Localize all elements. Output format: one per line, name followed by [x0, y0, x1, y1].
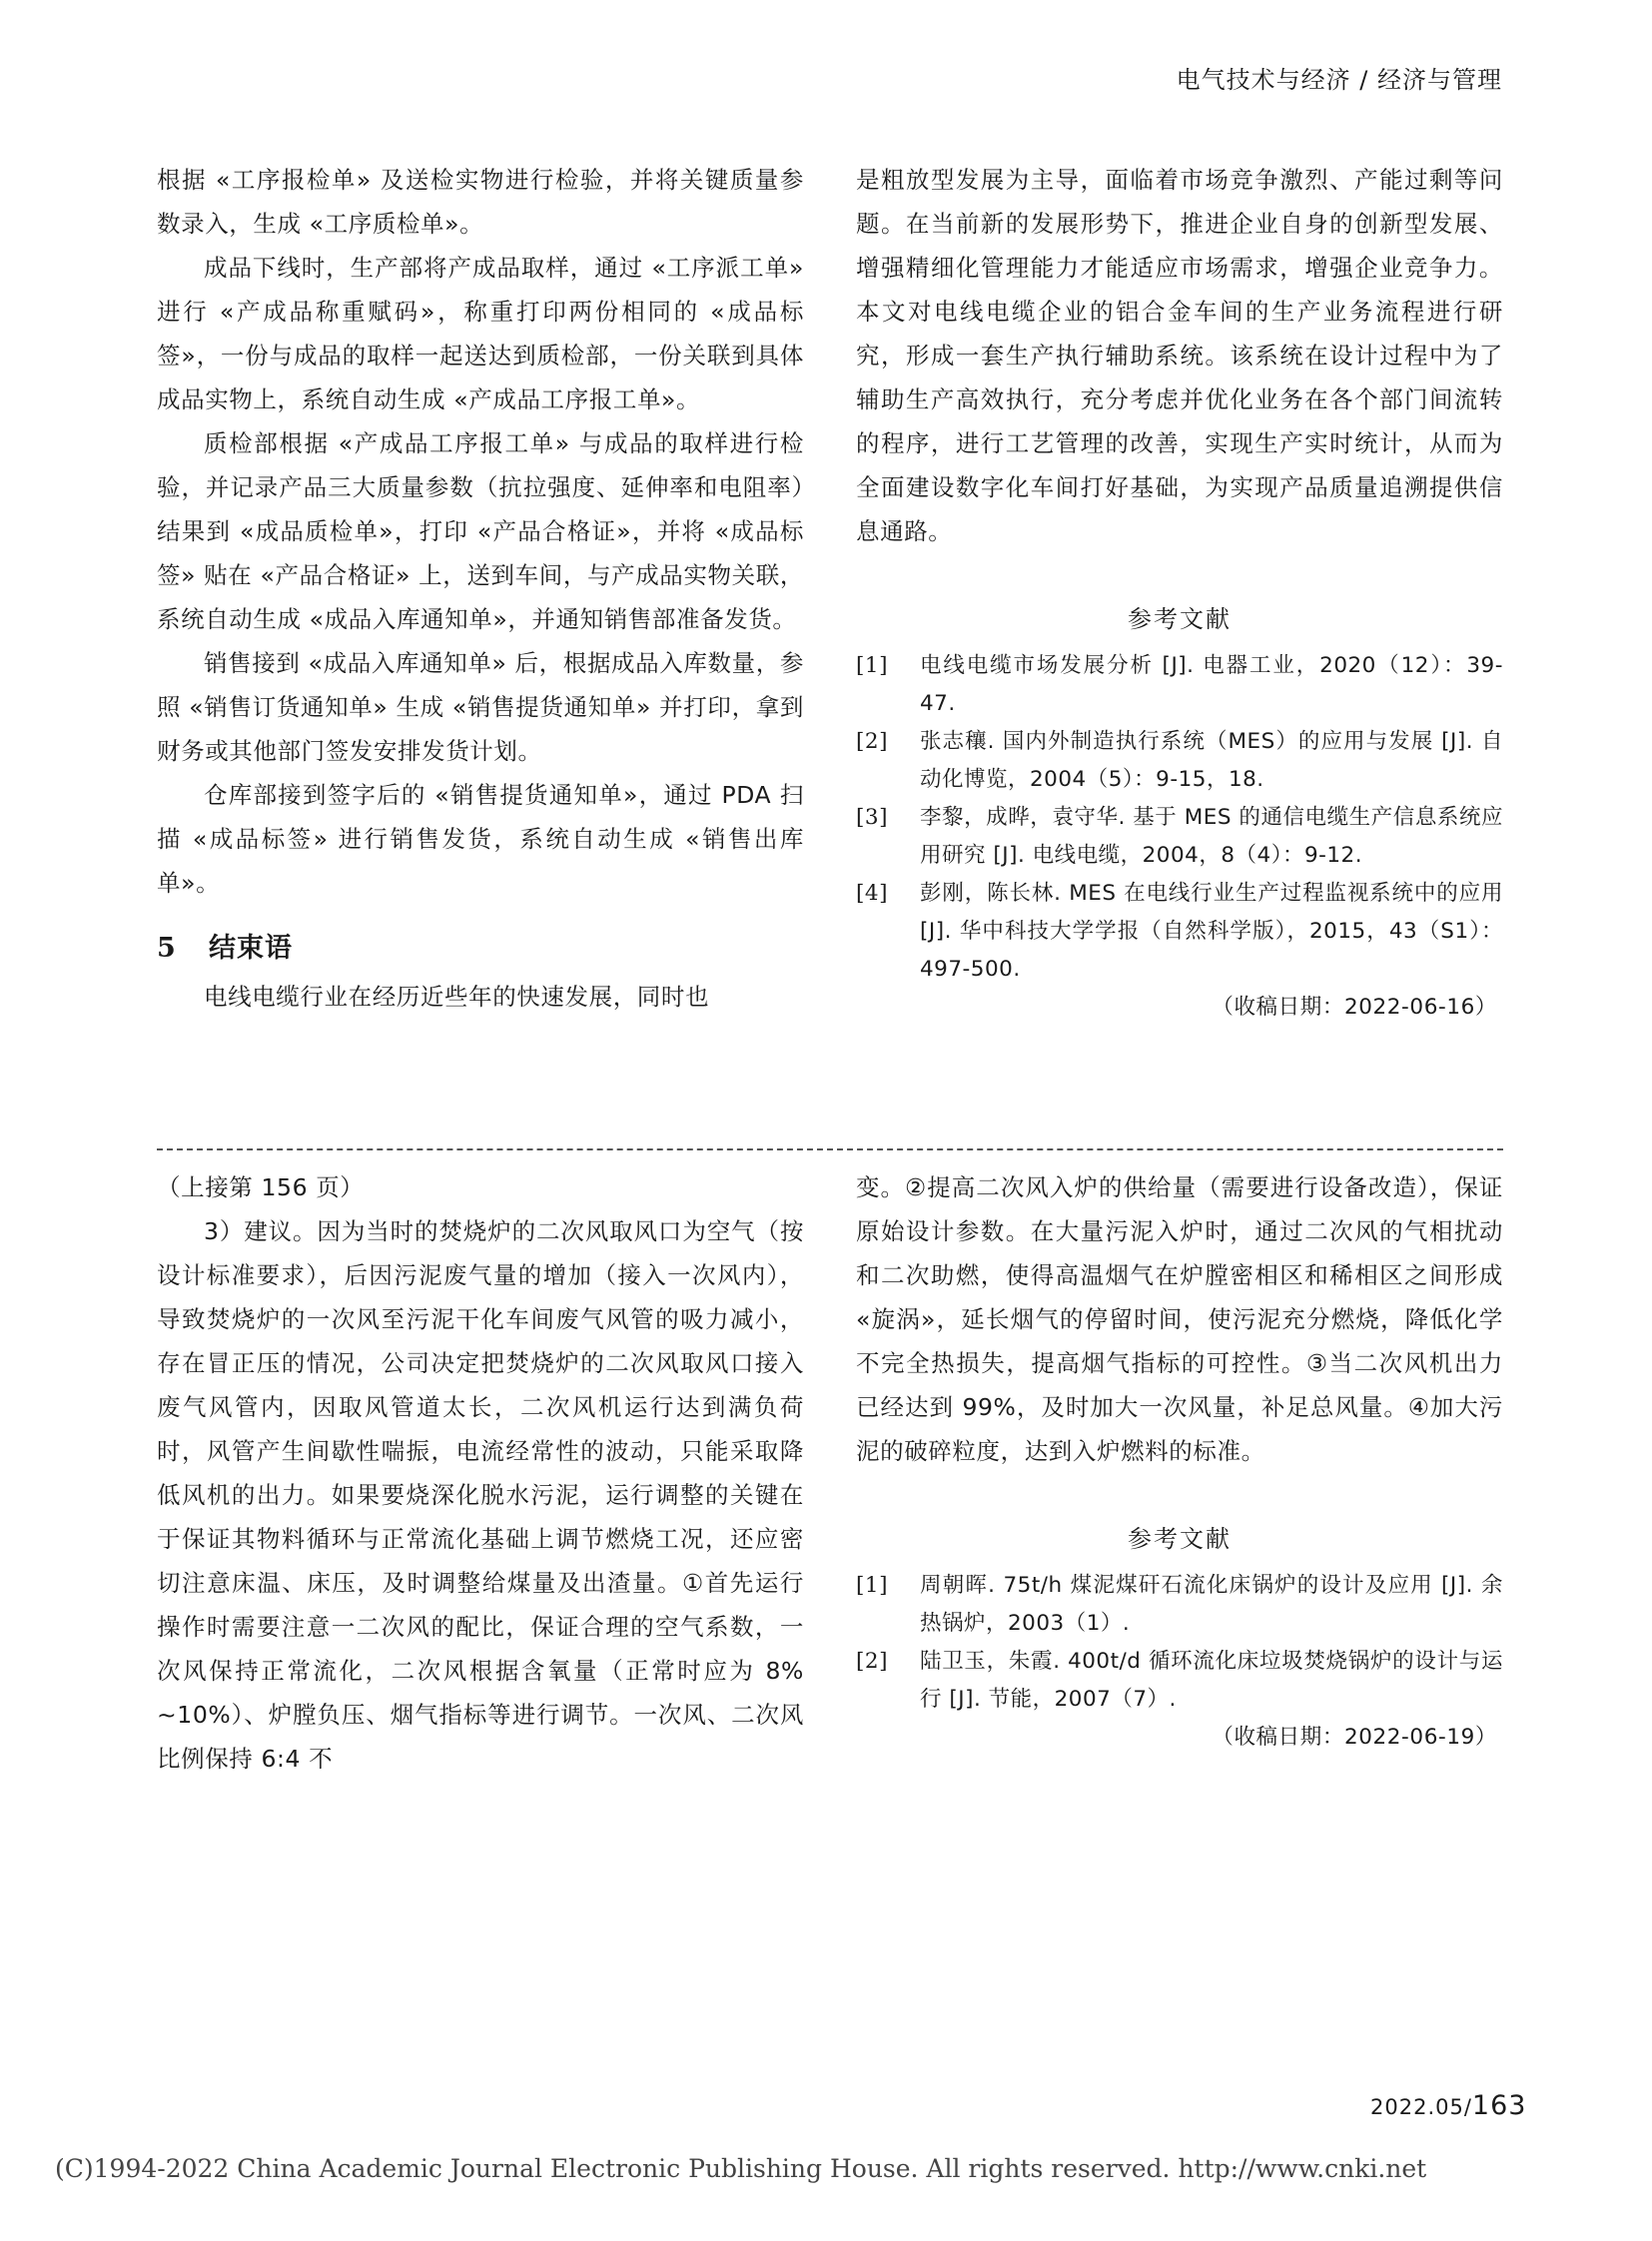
page-number-value: 163 — [1471, 2090, 1527, 2121]
reference-text: 彭刚，陈长林. MES 在电线行业生产过程监视系统中的应用 [J]. 华中科技大学学报（自然科学版），2015，43（S1）：497-500. — [920, 881, 1503, 982]
left-column-bottom — [157, 1165, 804, 1781]
left-column-top — [157, 158, 804, 1019]
reference-item — [856, 1643, 1503, 1719]
paragraph: 销售接到 «成品入库通知单» 后，根据成品入库数量，参照 «销售订货通知单» 生成 «销售提货通知单» 并打印，拿到财务或其他部门签发安排发货计划。 — [157, 649, 804, 765]
reference-text: 陆卫玉，朱霞. 400t/d 循环流化床垃圾焚烧锅炉的设计与运行 [J]. 节能，2007（7）. — [920, 1649, 1503, 1712]
reference-number: [1] — [856, 653, 888, 678]
reference-text: 张志穰. 国内外制造执行系统（MES）的应用与发展 [J]. 自动化博览，2004（5）：9-15，18. — [920, 729, 1503, 792]
issue-label: 2022.05/ — [1370, 2095, 1472, 2119]
reference-number: [2] — [856, 729, 888, 754]
references-title: 参考文献 — [1128, 1525, 1232, 1553]
reference-item — [856, 647, 1503, 723]
reference-text: 李黎，成晔，袁守华. 基于 MES 的通信电缆生产信息系统应用研究 [J]. 电线电缆，2004，8（4）：9-12. — [920, 805, 1503, 868]
paragraph: 根据 «工序报检单» 及送检实物进行检验，并将关键质量参数录入，生成 «工序质检单»。 — [157, 166, 804, 238]
reference-item — [856, 723, 1503, 799]
received-date: （收稿日期：2022-06-19） — [1212, 1725, 1497, 1750]
section-number: 5 — [157, 933, 177, 964]
copyright-line: (C)1994-2022 China Academic Journal Electronic Publishing House. All rights reserved. http://www.cnki.net — [55, 2154, 1427, 2183]
paragraph: 质检部根据 «产成品工序报工单» 与成品的取样进行检验，并记录产品三大质量参数（抗拉强度、延伸率和电阻率）结果到 «成品质检单»，打印 «产品合格证»，并将 «成品标签» 贴在 «产品合格证» 上，送到车间，与产成品实物关联，系统自动生成 «成品入库通知单»，并通知销售部准备发货。 — [157, 429, 804, 633]
reference-item — [856, 875, 1503, 989]
references-title: 参考文献 — [1128, 605, 1232, 633]
section-divider — [157, 1148, 1503, 1150]
continued-note: （上接第 156 页） — [157, 1173, 365, 1201]
reference-number: [4] — [856, 881, 888, 906]
paragraph: 3）建议。因为当时的焚烧炉的二次风取风口为空气（按设计标准要求），后因污泥废气量的增加（接入一次风内），导致焚烧炉的一次风至污泥干化车间废气风管的吸力减小，存在冒正压的情况，公司决定把焚烧炉的二次风取风口接入废气风管内，因取风管道太长，二次风机运行达到满负荷时，风管产生间歇性喘振，电流经常性的波动，只能采取降低风机的出力。如果要烧深化脱水污泥，运行调整的关键在于保证其物料循环与正常流化基础上调节燃烧工况，还应密切注意床温、床压，及时调整给煤量及出渣量。①首先运行操作时需要注意一二次风的配比，保证合理的空气系数，一次风保持正常流化，二次风根据含氧量（正常时应为 8% ~10%）、炉膛负压、烟气指标等进行调节。一次风、二次风比例保持 6:4 不 — [157, 1217, 804, 1773]
right-column-bottom — [856, 1165, 1503, 1757]
right-column-top — [856, 158, 1503, 1027]
reference-number: [2] — [856, 1649, 888, 1674]
reference-item — [856, 1567, 1503, 1643]
paragraph: 变。②提高二次风入炉的供给量（需要进行设备改造），保证原始设计参数。在大量污泥入炉时，通过二次风的气相扰动和二次助燃，使得高温烟气在炉膛密相区和稀相区之间形成 «旋涡»，延长烟气的停留时间，使污泥充分燃烧，降低化学不完全热损失，提高烟气指标的可控性。③当二次风机出力已经达到 99%，及时加大一次风量，补足总风量。④加大污泥的破碎粒度，达到入炉燃料的标准。 — [856, 1173, 1503, 1465]
page-number — [1370, 2090, 1526, 2121]
journal-header: 电气技术与经济 / 经济与管理 — [1176, 66, 1502, 94]
paragraph: 仓库部接到签字后的 «销售提货通知单»，通过 PDA 扫描 «成品标签» 进行销售发货，系统自动生成 «销售出库单»。 — [157, 781, 804, 897]
section-heading — [157, 927, 804, 971]
reference-number: [3] — [856, 805, 888, 830]
reference-text: 周朝晖. 75t/h 煤泥煤矸石流化床锅炉的设计及应用 [J]. 余热锅炉，2003（1）. — [920, 1573, 1503, 1636]
paragraph: 电线电缆行业在经历近些年的快速发展，同时也 — [204, 983, 710, 1011]
reference-item — [856, 799, 1503, 875]
reference-text: 电线电缆市场发展分析 [J]. 电器工业，2020（12）：39-47. — [920, 653, 1503, 716]
paragraph: 成品下线时，生产部将产成品取样，通过 «工序派工单» 进行 «产成品称重赋码»，称重打印两份相同的 «成品标签»，一份与成品的取样一起送达到质检部，一份关联到具体成品实物上，系统自动生成 «产成品工序报工单»。 — [157, 254, 804, 413]
section-title: 结束语 — [209, 933, 293, 964]
reference-number: [1] — [856, 1573, 888, 1598]
paragraph: 是粗放型发展为主导，面临着市场竞争激烈、产能过剩等问题。在当前新的发展形势下，推进企业自身的创新型发展、增强精细化管理能力才能适应市场需求，增强企业竞争力。本文对电线电缆企业的铝合金车间的生产业务流程进行研究，形成一套生产执行辅助系统。该系统在设计过程中为了辅助生产高效执行，充分考虑并优化业务在各个部门间流转的程序，进行工艺管理的改善，实现生产实时统计，从而为全面建设数字化车间打好基础，为实现产品质量追溯提供信息通路。 — [856, 166, 1503, 545]
received-date: （收稿日期：2022-06-16） — [1212, 995, 1497, 1020]
